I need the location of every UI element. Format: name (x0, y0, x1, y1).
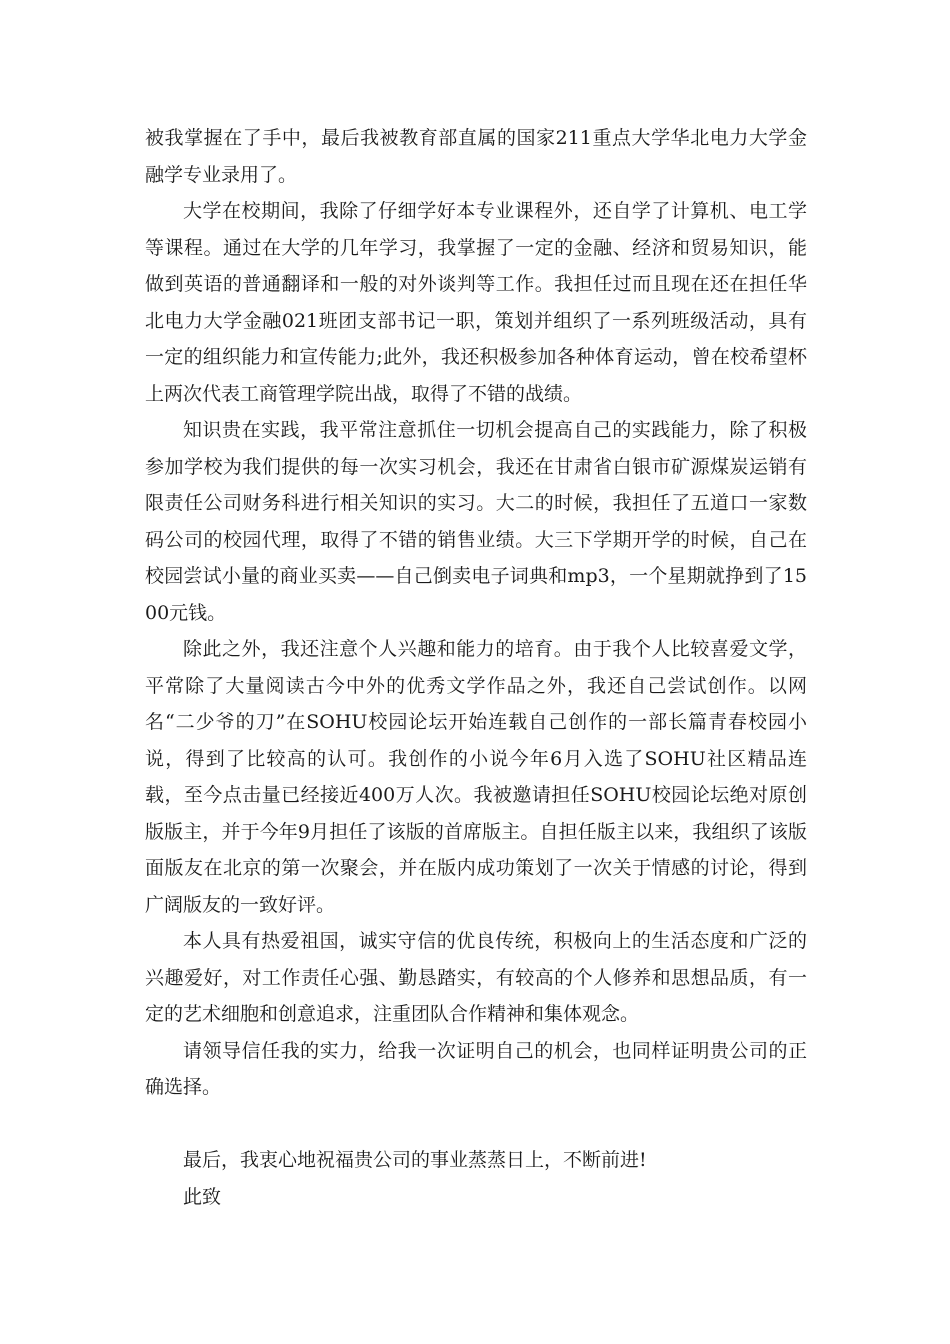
document-body (145, 120, 807, 1215)
paragraph-6: 请领导信任我的实力，给我一次证明自己的机会，也同样证明贵公司的正确选择。 (145, 1039, 807, 1098)
paragraph-2: 大学在校期间，我除了仔细学好本专业课程外，还自学了计算机、电工学等课程。通过在大学的几年学习，我掌握了一定的金融、经济和贸易知识，能做到英语的普通翻译和一般的对外谈判等工作。我担任过而且现在还在担任华北电力大学金融021班团支部书记一职，策划并组织了一系列班级活动，具有一定的组织能力和宣传能力;此外，我还积极参加各种体育运动，曾在校希望杯上两次代表工商管理学院出战，取得了不错的战绩。 (145, 200, 807, 405)
paragraph-4: 除此之外，我还注意个人兴趣和能力的培育。由于我个人比较喜爱文学，平常除了大量阅读古今中外的优秀文学作品之外，我还自己尝试创作。以网名“二少爷的刀”在SOHU校园论坛开始连载自己创作的一部长篇青春校园小说，得到了比较高的认可。我创作的小说今年6月入选了SOHU社区精品连载，至今点击量已经接近400万人次。我被邀请担任SOHU校园论坛绝对原创版版主，并于今年9月担任了该版的首席版主。自担任版主以来，我组织了该版面版友在北京的第一次聚会，并在版内成功策划了一次关于情感的讨论，得到广阔版友的一致好评。 (145, 638, 807, 916)
blank-line (145, 1106, 807, 1143)
closing-wish: 最后，我衷心地祝福贵公司的事业蒸蒸日上，不断前进! (183, 1149, 647, 1171)
paragraph-1: 被我掌握在了手中，最后我被教育部直属的国家211重点大学华北电力大学金融学专业录用了。 (145, 127, 807, 186)
paragraph-5: 本人具有热爱祖国，诚实守信的优良传统，积极向上的生活态度和广泛的兴趣爱好，对工作责任心强、勤恳踏实，有较高的个人修养和思想品质，有一定的艺术细胞和创意追求，注重团队合作精神和集体观念。 (145, 930, 807, 1025)
closing-salutation: 此致 (183, 1185, 222, 1208)
paragraph-3: 知识贵在实践，我平常注意抓住一切机会提高自己的实践能力，除了积极参加学校为我们提供的每一次实习机会，我还在甘肃省白银市矿源煤炭运销有限责任公司财务科进行相关知识的实习。大二的时候，我担任了五道口一家数码公司的校园代理，取得了不错的销售业绩。大三下学期开学的时候，自己在校园尝试小量的商业买卖——自己倒卖电子词典和mp3，一个星期就挣到了1500元钱。 (145, 419, 807, 624)
